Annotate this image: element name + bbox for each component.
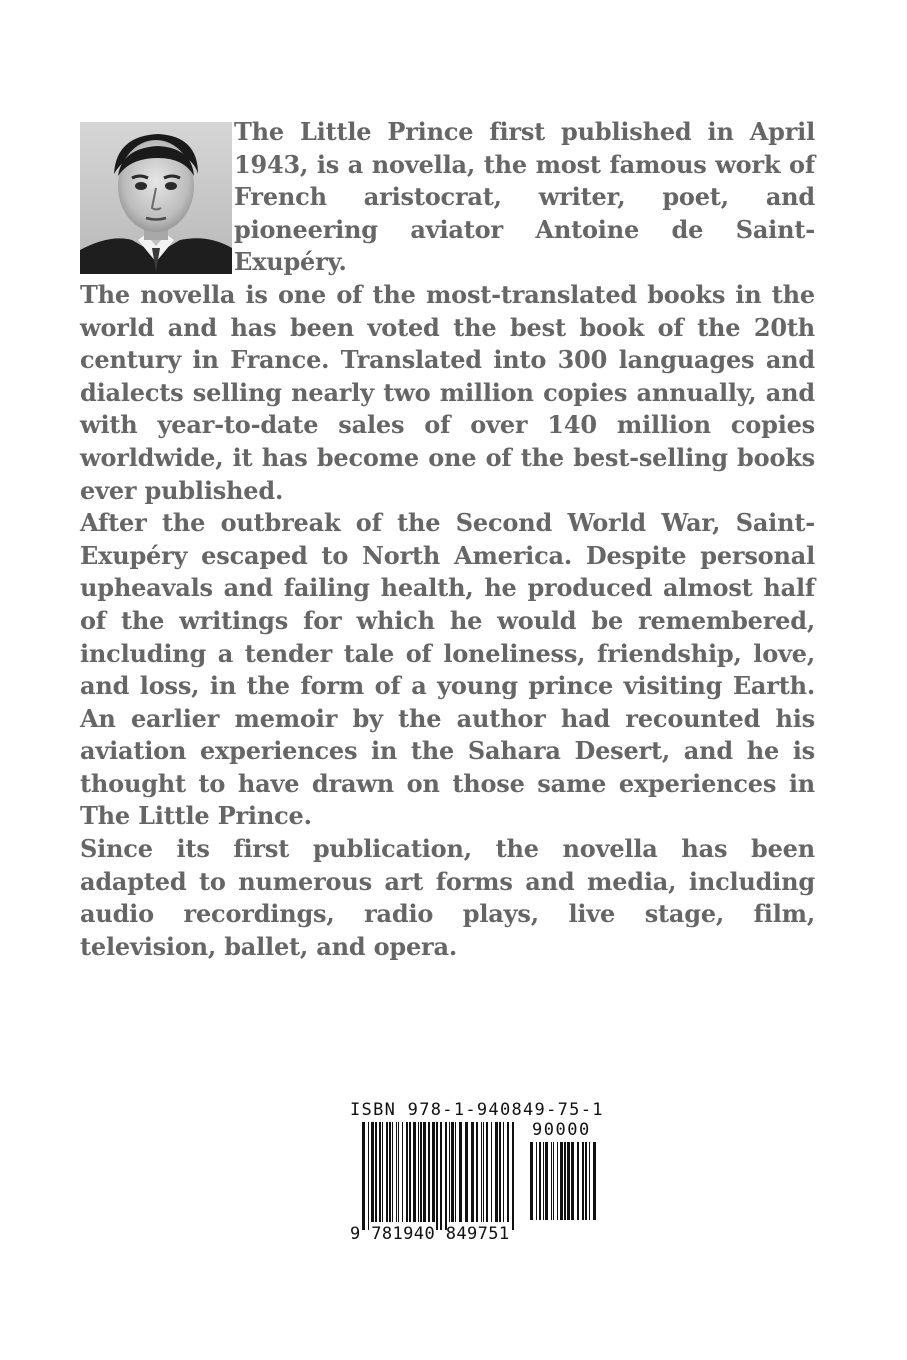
barcode-bar (589, 1142, 590, 1220)
barcode-bar (553, 1142, 554, 1220)
barcode-bar (445, 1122, 447, 1230)
isbn-label: ISBN 978-1-940849-75-1 (350, 1100, 604, 1120)
barcode-bar (409, 1122, 411, 1222)
barcode-bar (428, 1122, 430, 1222)
barcode-bar (398, 1122, 399, 1222)
barcode-bar (471, 1122, 474, 1222)
barcode-bar (557, 1142, 558, 1220)
barcode-bar (396, 1122, 397, 1222)
paragraph-intro: The Little Prince first published in April 1943, is a novella, the most famous work of French aristocrat, writer, poet, and pioneering aviator Antoine de Saint-Exupéry. (234, 117, 815, 277)
barcode-bar (371, 1122, 374, 1222)
barcode-bar (465, 1122, 468, 1222)
barcode-bar (571, 1142, 574, 1220)
barcode-bar (423, 1122, 426, 1222)
barcode-bar (449, 1122, 450, 1222)
barcode-bar (375, 1122, 377, 1222)
barcode-bar (577, 1142, 579, 1220)
paragraph-translations: The novella is one of the most-translated books in the world and has been voted the best book of the 20th century in France. Translated into 300 languages and dialects selling nearly two million copies annually, and with year-to-date sales of over 140 million copies worldwide, it has become one of the best-selling books ever published. (80, 279, 815, 505)
barcode-bar (491, 1122, 492, 1222)
barcode-bar (418, 1122, 419, 1222)
barcode-bar (512, 1122, 514, 1230)
barcode-bar (486, 1122, 488, 1222)
barcode-bar (382, 1122, 383, 1222)
barcode-bar (564, 1142, 566, 1220)
barcode-bar (545, 1142, 548, 1220)
back-cover-text (80, 116, 815, 963)
barcode-bar (368, 1122, 369, 1230)
barcode-bar (455, 1122, 456, 1222)
barcode-bar (536, 1142, 537, 1220)
barcode-bar (499, 1122, 501, 1222)
barcode-bar (386, 1122, 388, 1222)
ean-barcode-bars (362, 1122, 522, 1230)
ean-digits: 9 781940 849751 (350, 1224, 510, 1244)
barcode-bar (582, 1142, 584, 1220)
price-code: 90000 (532, 1120, 591, 1140)
barcode-bar (560, 1142, 563, 1220)
paragraph-history: After the outbreak of the Second World War, Saint-Exupéry escaped to North America. Despite personal upheavals and failing health, he produced almost half of the writings for which he would be remembered, including a tender tale of loneliness, friendship, love, and loss, in the form of a young prince visiting Earth. An earlier memoir by the author had recounted his aviation experiences in the Sahara Desert, and he is thought to have drawn on those same experiences in The Little Prince. (80, 508, 815, 831)
barcode-bar (585, 1142, 587, 1220)
barcode-bar (539, 1142, 541, 1220)
barcode-bar (420, 1122, 422, 1222)
barcode-bar (379, 1122, 381, 1222)
barcode-bar (543, 1142, 544, 1220)
author-portrait-photo (80, 122, 232, 274)
barcode-bar (530, 1142, 533, 1220)
barcode-bar (593, 1142, 596, 1220)
paragraph-adaptations: Since its first publication, the novella has been adapted to numerous art forms and media, including audio recordings, radio plays, live stage, film, television, ballet, and opera. (80, 834, 815, 961)
barcode-bar (503, 1122, 504, 1222)
barcode-bar (459, 1122, 462, 1222)
barcode-bar (483, 1122, 484, 1222)
barcode-bar (362, 1122, 365, 1230)
barcode-bar (476, 1122, 478, 1222)
barcode-bar (392, 1122, 393, 1222)
barcode-bar (451, 1122, 454, 1222)
barcode-bar (413, 1122, 416, 1222)
author-portrait-icon (80, 122, 232, 274)
barcode-bar (507, 1122, 509, 1222)
barcode-bar (389, 1122, 391, 1222)
barcode-bar (551, 1142, 552, 1220)
barcode-bar (436, 1122, 438, 1230)
barcode-bar (440, 1122, 442, 1230)
barcode-bar (432, 1122, 435, 1222)
barcode-bar (567, 1142, 570, 1220)
isbn-barcode (350, 1100, 612, 1248)
addon-barcode-bars (530, 1142, 602, 1228)
barcode-bar (481, 1122, 482, 1222)
barcode-bar (402, 1122, 403, 1222)
barcode-bar (495, 1122, 498, 1222)
barcode-bar (406, 1122, 408, 1222)
